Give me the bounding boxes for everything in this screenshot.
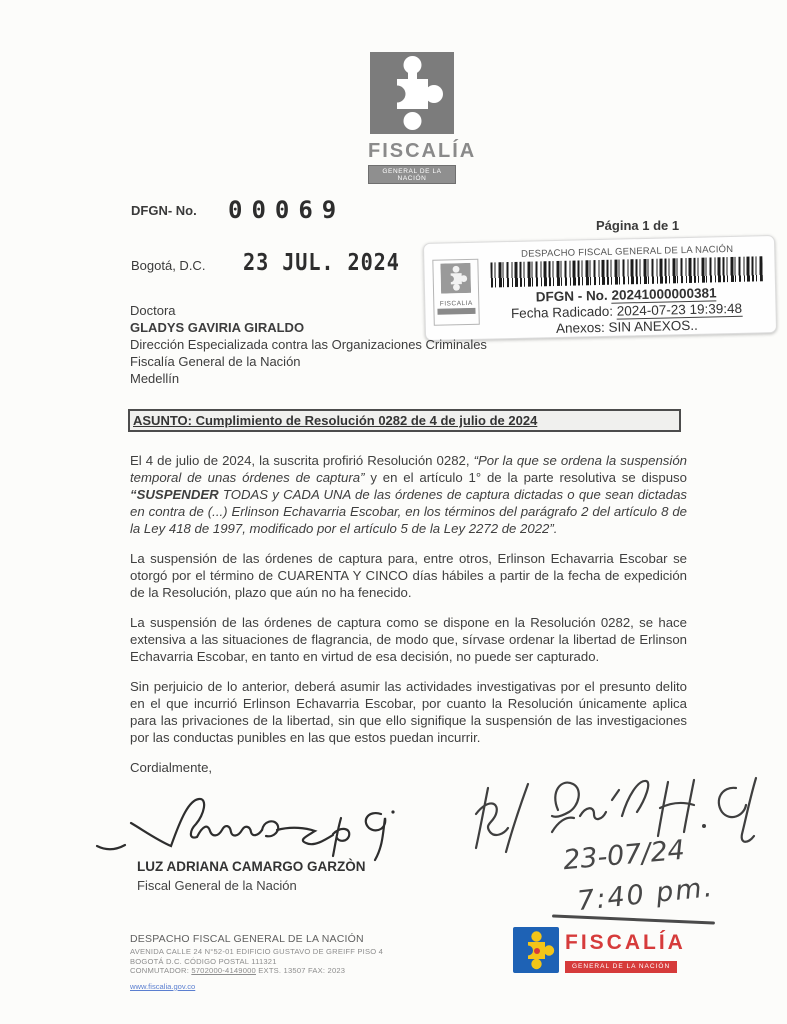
page-indicator: Página 1 de 1 [596, 218, 680, 233]
recipient-salutation: Doctora [130, 303, 176, 318]
sticker-anexos-value: SIN ANEXOS.. [608, 317, 698, 335]
footer-phone [130, 966, 383, 976]
footer-logo-name: FISCALÍA [565, 931, 686, 954]
footer-phone-label: CONMUTADOR: [130, 966, 192, 976]
paragraph-3: La suspensión de las órdenes de captura como se dispone en la Resolución 0282, se hace extensiva a las situaciones de flagrancia, de modo que, sírvase ordenar la libertad de Erlinson Echavarria Escobar, en tanto en virtud de esa decisión, no puede ser capturado. [130, 615, 687, 664]
fiscalia-color-puzzle-icon [513, 927, 559, 973]
received-date: 23-07/24 [561, 834, 687, 877]
received-time: 7:40 pm. [575, 871, 716, 918]
letter-body [130, 452, 687, 789]
footer-website-link[interactable]: www.fiscalia.gov.co [130, 981, 196, 991]
recipient-line2: Fiscalía General de la Nación [130, 354, 301, 369]
handwritten-underline [552, 914, 715, 924]
subject-text: ASUNTO: Cumplimiento de Resolución 0282 de 4 de julio de 2024 [133, 413, 538, 428]
footer-address2: BOGOTÁ D.C. CÓDIGO POSTAL 111321 [130, 956, 277, 966]
recipient-line1: Dirección Especializada contra las Organizaciones Criminales [130, 337, 487, 352]
p1-seg3: y en el artículo 1° de la parte resolutiva se dispuso [364, 470, 687, 485]
dfgn-label: DFGN- No. [131, 203, 197, 218]
fiscalia-puzzle-icon [370, 52, 454, 134]
barcode [490, 256, 762, 287]
closing: Cordialmente, [130, 760, 213, 775]
mini-puzzle-icon [440, 263, 471, 294]
p1-seg2: “Por la que se ordena la suspensión temporal de unas órdenes de captura” [130, 453, 687, 485]
paragraph-1 [130, 452, 687, 537]
city-label: Bogotá, D.C. [131, 258, 206, 273]
footer-address1: AVENIDA CALLE 24 N°52-01 EDIFICIO GUSTAVO DE GREIFF PISO 4 [130, 947, 384, 956]
footer-office: DESPACHO FISCAL GENERAL DE LA NACIÓN [130, 933, 364, 945]
sticker-dfgn-number: 20241000000381 [611, 285, 717, 303]
sticker-office: DESPACHO FISCAL GENERAL DE LA NACIÓN [520, 243, 734, 260]
sticker-anexos-label: Anexos: [555, 319, 605, 337]
footer-phone-rest: EXTS. 13507 FAX: 2023 [255, 966, 346, 976]
paragraph-2: La suspensión de las órdenes de captura para, entre otros, Erlinson Echavarria Escobar se otorgó por el término de CUARENTA Y CINCO días hábiles a partir de la fecha de expedición de la Resolución, plazo que aún no ha fenecido. [130, 551, 687, 600]
sticker-dfgn-label: DFGN - No. [535, 287, 608, 305]
footer-block [130, 933, 383, 994]
p1-seg4: “SUSPENDER [130, 487, 219, 502]
recipient-name: GLADYS GAVIRIA GIRALDO [130, 320, 305, 335]
footer-logo-subtitle: GENERAL DE LA NACIÓN [565, 961, 677, 973]
signature-scribble [95, 790, 405, 862]
paragraph-4: Sin perjuicio de lo anterior, deberá asumir las actividades investigativas por el presunto delito en el que incurrió Erlinson Echavarria Escobar, por cuanto la Resolución únicamente aplica para las privaciones de la libertad, sin que ello signifique la suspensión de las investigaciones por las conductas punibles en las que estos puedan incurrir. [130, 679, 687, 745]
dfgn-number-stamp: 00069 [228, 196, 346, 224]
recipient-line3: Medellín [130, 371, 180, 386]
mini-logo-text: FISCALIA [439, 299, 473, 308]
signer-title: Fiscal General de la Nación [137, 878, 297, 893]
footer-phone-number: 5702000-4149000 [191, 966, 256, 976]
date-stamp: 23 JUL. 2024 [243, 250, 400, 276]
p1-seg5: TODAS y CADA UNA de las órdenes de captura dictadas o que sean dictadas en contra de (...) Erlinson Echavarria Escobar, en los términos del parágrafo 2 del artículo 8 de la Ley 418 de 1997, modificado por el artículo 5 de la Ley 2272 de 2022”. [130, 487, 687, 536]
recipient-block [130, 299, 487, 387]
sticker-fecha-value: 2024-07-23 19:39:48 [616, 300, 743, 319]
header-logo-name: FISCALÍA [368, 140, 477, 162]
header-logo-subtitle: GENERAL DE LA NACIÓN [368, 165, 456, 184]
sticker-fecha-label: Fecha Radicado: [510, 303, 614, 322]
signer-name: LUZ ADRIANA CAMARGO GARZÒN [137, 859, 366, 874]
p1-seg1: El 4 de julio de 2024, la suscrita profirió Resolución 0282, [130, 453, 474, 468]
subject-box [128, 409, 681, 432]
footer-logo [513, 927, 686, 973]
header-logo [368, 52, 477, 185]
